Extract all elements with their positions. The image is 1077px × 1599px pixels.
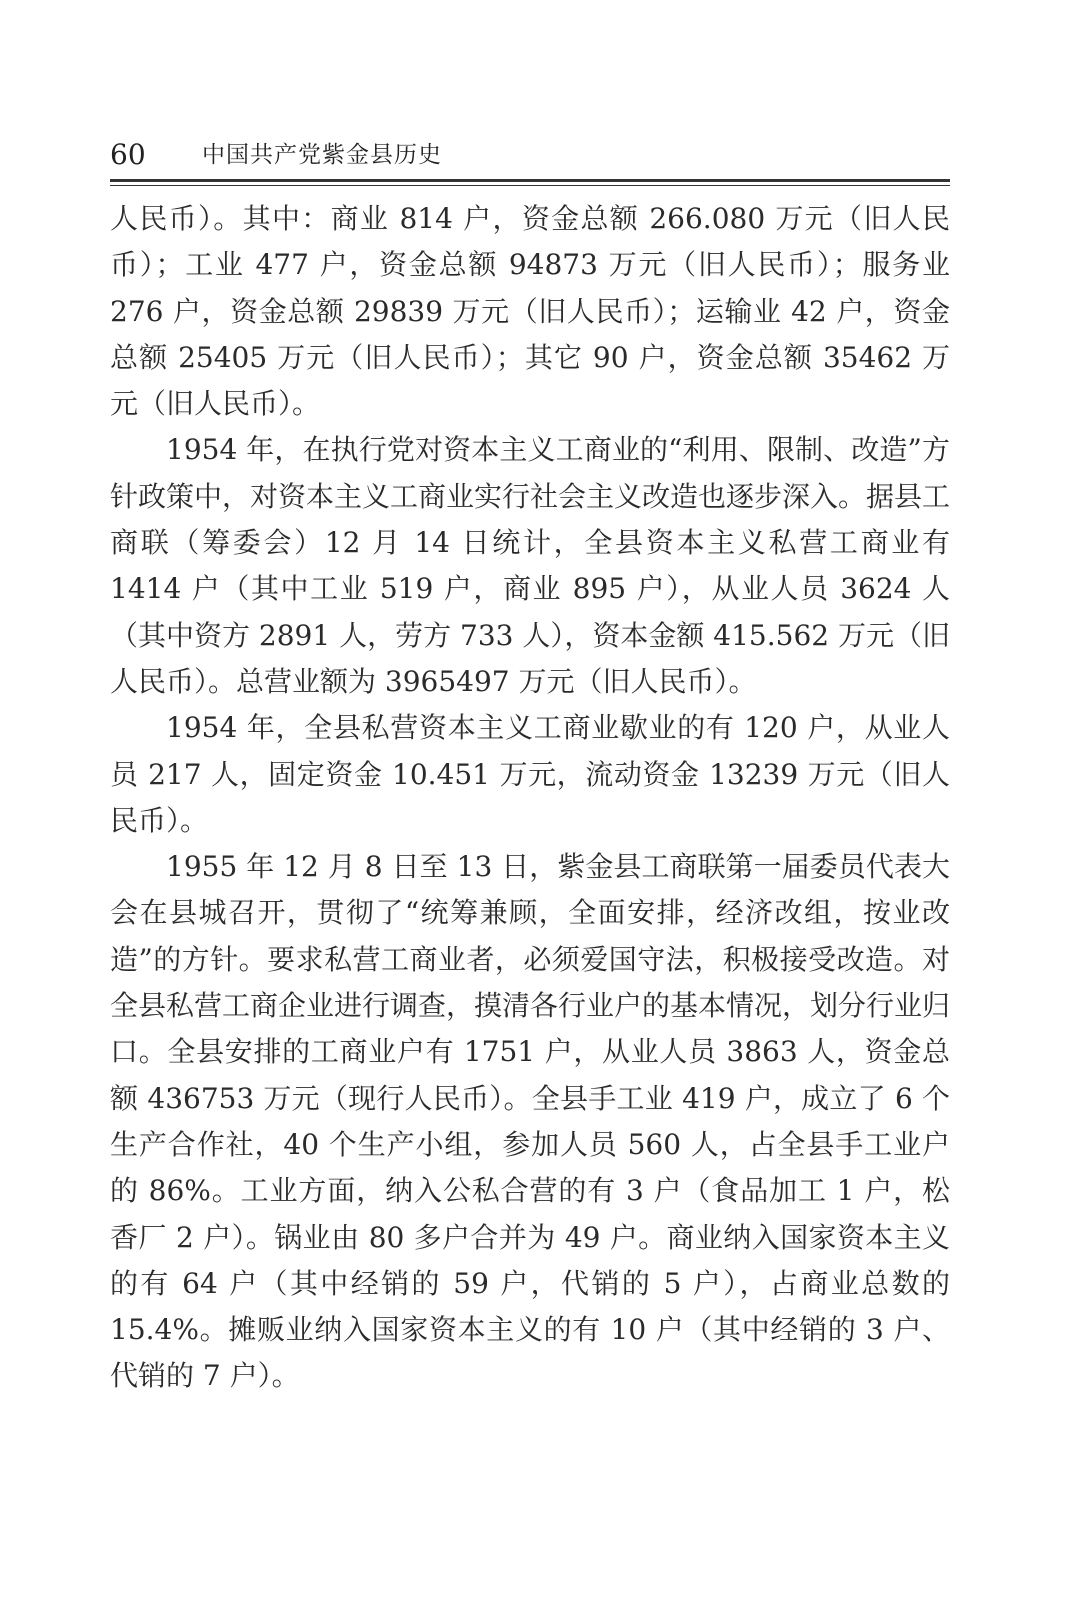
page-header: [110, 136, 950, 174]
paragraph: 1954 年，在执行党对资本主义工商业的“利用、限制、改造”方针政策中，对资本主义工商业实行社会主义改造也逐步深入。据县工商联（筹委会）12 月 14 日统计，全县资本主义私营工商业有 1414 户（其中工业 519 户，商业 895 户），从业人员 3624 人（其中资方 2891 人，劳方 733 人），资本金额 415.562 万元（旧人民币）。总营业额为 3965497 万元（旧人民币）。: [110, 433, 951, 698]
paragraph-continued: 人民币）。其中：商业 814 户，资金总额 266.080 万元（旧人民币）；工业 477 户，资金总额 94873 万元（旧人民币）；服务业 276 户，资金总额 29839 万元（旧人民币）；运输业 42 户，资金总额 25405 万元（旧人民币）；其它 90 户，资金总额 35462 万元（旧人民币）。: [110, 202, 950, 421]
paragraph: 1955 年 12 月 8 日至 13 日，紫金县工商联第一届委员代表大会在县城召开，贯彻了“统筹兼顾，全面安排，经济改组，按业改造”的方针。要求私营工商业者，必须爱国守法，积极接受改造。对全县私营工商企业进行调查，摸清各行业户的基本情况，划分行业归口。全县安排的工商业户有 1751 户，从业人员 3863 人，资金总额 436753 万元（现行人民币）。全县手工业 419 户，成立了 6 个生产合作社，40 个生产小组，参加人员 560 人，占全县手工业户的 86%。工业方面，纳入公私合营的有 3 户（食品加工 1 户，松香厂 2 户）。锅业由 80 多户合并为 49 户。商业纳入国家资本主义的有 64 户（其中经销的 59 户，代销的 5 户），占商业总数的 15.4%。摊贩业纳入国家资本主义的有 10 户（其中经销的 3 户、代销的 7 户）。: [110, 850, 951, 1393]
header-rule-thin: [110, 185, 950, 186]
running-title: 中国共产党紫金县历史: [202, 142, 442, 168]
header-rule-thick: [110, 179, 950, 182]
page-number: 60: [110, 138, 146, 171]
body-text: [110, 196, 950, 1400]
paragraph: 1954 年，全县私营资本主义工商业歇业的有 120 户，从业人员 217 人，固定资金 10.451 万元，流动资金 13239 万元（旧人民币）。: [110, 711, 950, 837]
